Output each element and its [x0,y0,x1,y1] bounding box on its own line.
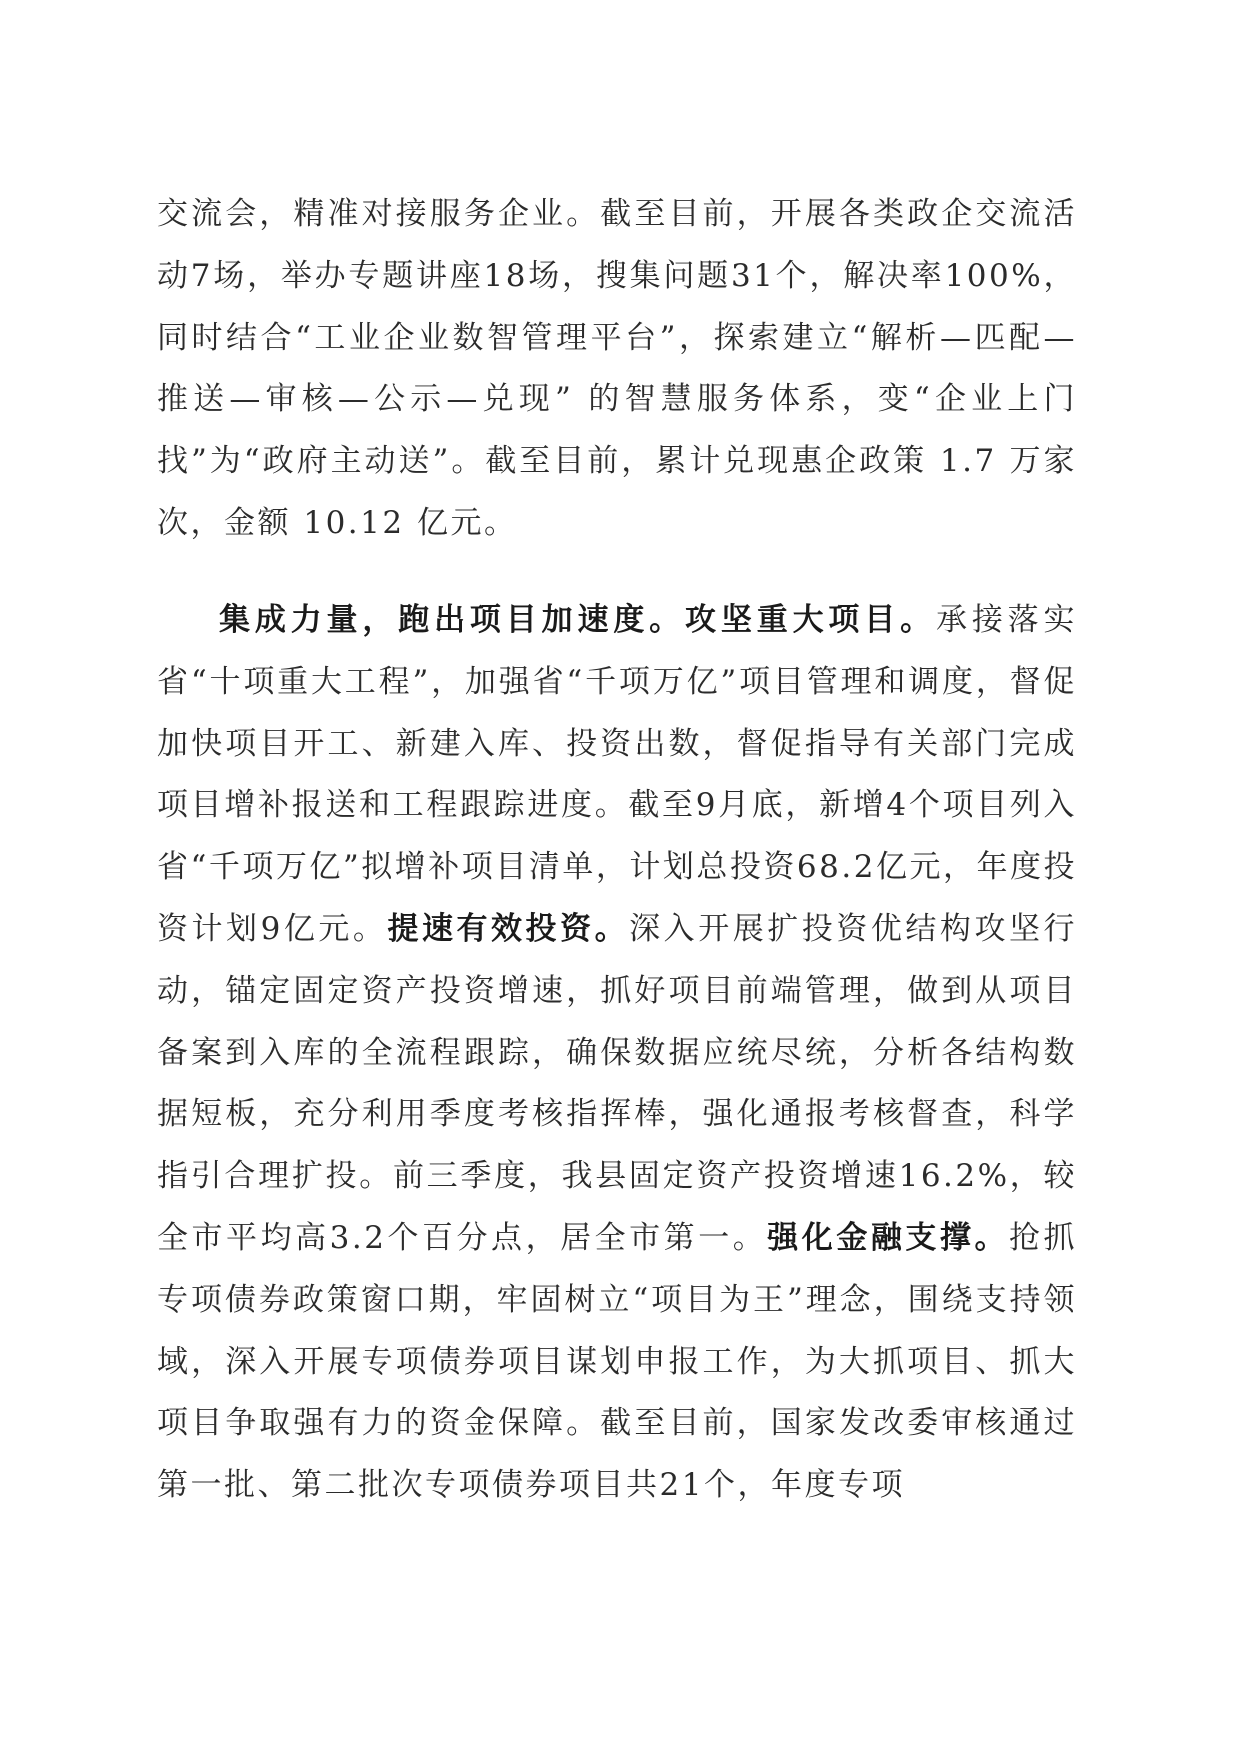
paragraph-2-text-1: 承接落实省“十项重大工程”，加强省“千项万亿”项目管理和调度，督促加快项目开工、新建入库、投资出数，督促指导有关部门完成项目增补报送和工程跟踪进度。截至9月底，新增4个项目列入省“千项万亿”拟增补项目清单，计划总投资68.2亿元，年度投资计划9亿元。 [157,602,1078,947]
subheading-financial-support: 强化金融支撑。 [767,1219,1009,1256]
paragraph-2-text-3: 抢抓专项债券政策窗口期，牢固树立“项目为王”理念，围绕支持领域，深入开展专项债券项目谋划申报工作，为大抓项目、抓大项目争取强有力的资金保障。截至目前，国家发改委审核通过第一批、第二批次专项债券项目共21个，年度专项 [157,1219,1078,1504]
paragraph-2 [157,590,1077,1517]
paragraph-1-text: 交流会，精准对接服务企业。截至目前，开展各类政企交流活动7场，举办专题讲座18场，搜集问题31个，解决率100%，同时结合“工业企业数智管理平台”，探索建立“解析—匹配—推送—审核—公示—兑现” 的智慧服务体系，变“企业上门找”为“政府主动送”。截至目前，累计兑现惠企政策 1.7 万家次，金额 10.12 亿元。 [157,196,1077,541]
section-heading: 集成力量，跑出项目加速度。攻坚重大项目。 [219,602,936,638]
paragraph-1 [157,184,1077,555]
paragraph-2-text-2: 深入开展扩投资优结构攻坚行动，锚定固定资产投资增速，抓好项目前端管理，做到从项目备案到入库的全流程跟踪，确保数据应统尽统，分析各结构数据短板，充分利用季度考核指挥棒，强化通报考核督查，科学指引合理扩投。前三季度，我县固定资产投资增速16.2%，较全市平均高3.2个百分点，居全市第一。 [157,910,1078,1256]
subheading-effective-investment: 提速有效投资。 [387,910,630,947]
